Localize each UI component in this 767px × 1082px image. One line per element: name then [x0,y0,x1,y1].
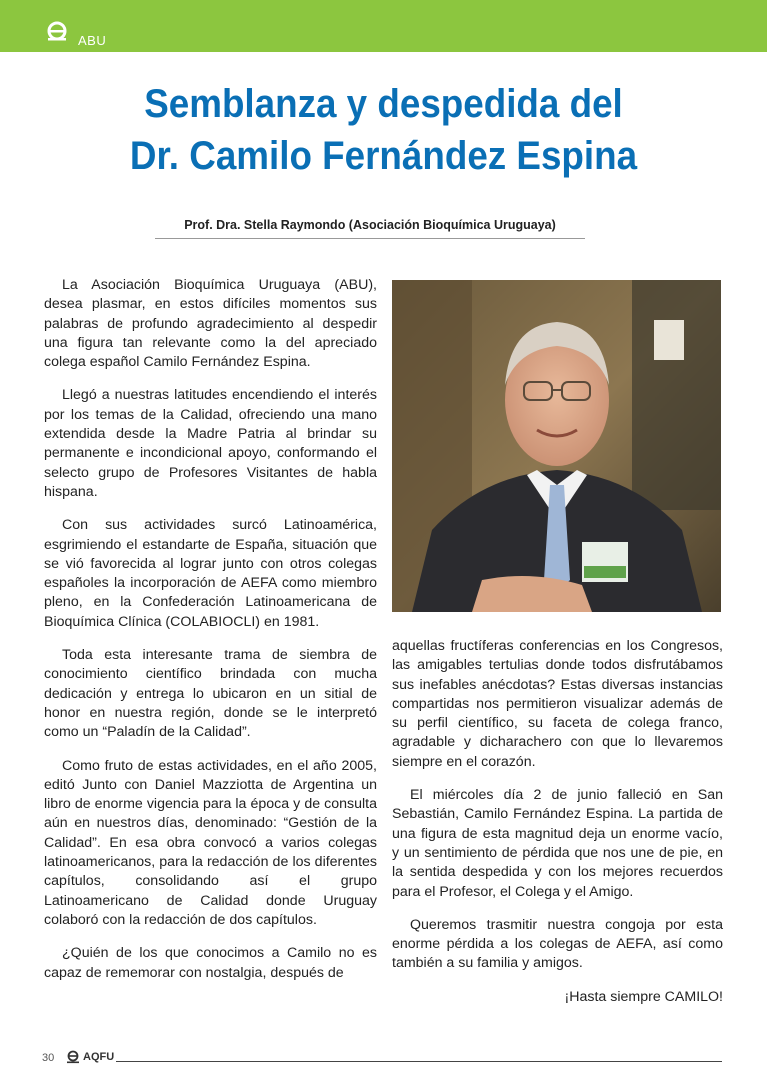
paragraph: Como fruto de estas actividades, en el año 2005, editó Junto con Daniel Mazziotta de Argentina un libro de enorme vigencia para la época y de consulta aún en nuestros días, denominado: “Gestión de la Calidad”. En esa obra convocó a varios colegas latinoamericanos, para la redacción de los diferentes capítulos, consolidando así el grupo Latinoamericano de Calidad donde Uruguay colaboró con la redacción de dos capítulos. [44,757,377,928]
portrait-photo [392,280,721,612]
title-line-2: Dr. Camilo Fernández Espina [129,134,638,178]
aqfu-footer-logo-icon [66,1050,80,1064]
article-author: Prof. Dra. Stella Raymondo (Asociación Bioquímica Uruguaya) [184,218,556,232]
paragraph: Llegó a nuestras latitudes encendiendo el interés por los temas de la Calidad, ofreciendo una mano extendida desde la Madre Patria al brindar su permanente e incondicional apoyo, conformando el selecto grupo de Profesores Visitantes de habla hispana. [44,387,377,500]
right-column [392,637,723,1021]
paragraph: Con sus actividades surcó Latinoamérica, esgrimiendo el estandarte de España, situación que se vió favorecida al lograr junto con otros colegas españoles la incorporación de AEFA como miembro pleno, en la Confederación Latinoamericana de Bioquímica Clínica (COLABIOCLI) en 1981. [44,517,377,630]
header-bar [0,0,767,52]
page-number: 30 [42,1052,55,1064]
signoff: ¡Hasta siempre CAMILO! [564,988,723,1005]
paragraph: Toda esta interesante trama de siembra de conocimiento científico brindada con mucha dedicación y entrega lo ubicaron en un sitial de honor en nuestra región, donde se le interpretó como un “Paladín de la Calidad”. [44,647,377,741]
left-column [44,276,377,997]
footer-brand: AQFU [83,1051,115,1063]
aqfu-logo-icon [46,20,68,42]
paragraph: Queremos trasmitir nuestra congoja por esta enorme pérdida a los colegas de AEFA, así como también a su familia y amigos. [392,916,723,972]
paragraph: El miércoles día 2 de junio falleció en San Sebastián, Camilo Fernández Espina. La partida de una figura de esta magnitud deja un enorme vacío, y un sentimiento de pérdida que nos une de pie, en la sentida despedida y con los mejores recuerdos para el Profesor, el Colega y el Amigo. [392,787,723,900]
title-line-1: Semblanza y despedida del [144,82,623,126]
footer-divider [116,1061,722,1062]
paragraph: aquellas fructíferas conferencias en los Congresos, las amigables tertulias donde todos disfrutábamos sus inefables anécdotas? Estas diversas instancias compartidas nos permitieron visualizar además de su perfil científico, su faceta de colega franco, agradable y dicharachero con que lo llevaremos siempre en el corazón. [392,638,723,770]
article-title [31,78,737,182]
paragraph: ¿Quién de los que conocimos a Camilo no es capaz de rememorar con nostalgia, después de [44,945,377,981]
author-divider [155,238,585,239]
paragraph: La Asociación Bioquímica Uruguaya (ABU), desea plasmar, en estos difíciles momentos sus palabras de profundo agradecimiento al despedir una figura tan relevante como la del apreciado colega español Camilo Fernández Espina. [44,277,377,371]
section-label: ABU [78,33,107,48]
